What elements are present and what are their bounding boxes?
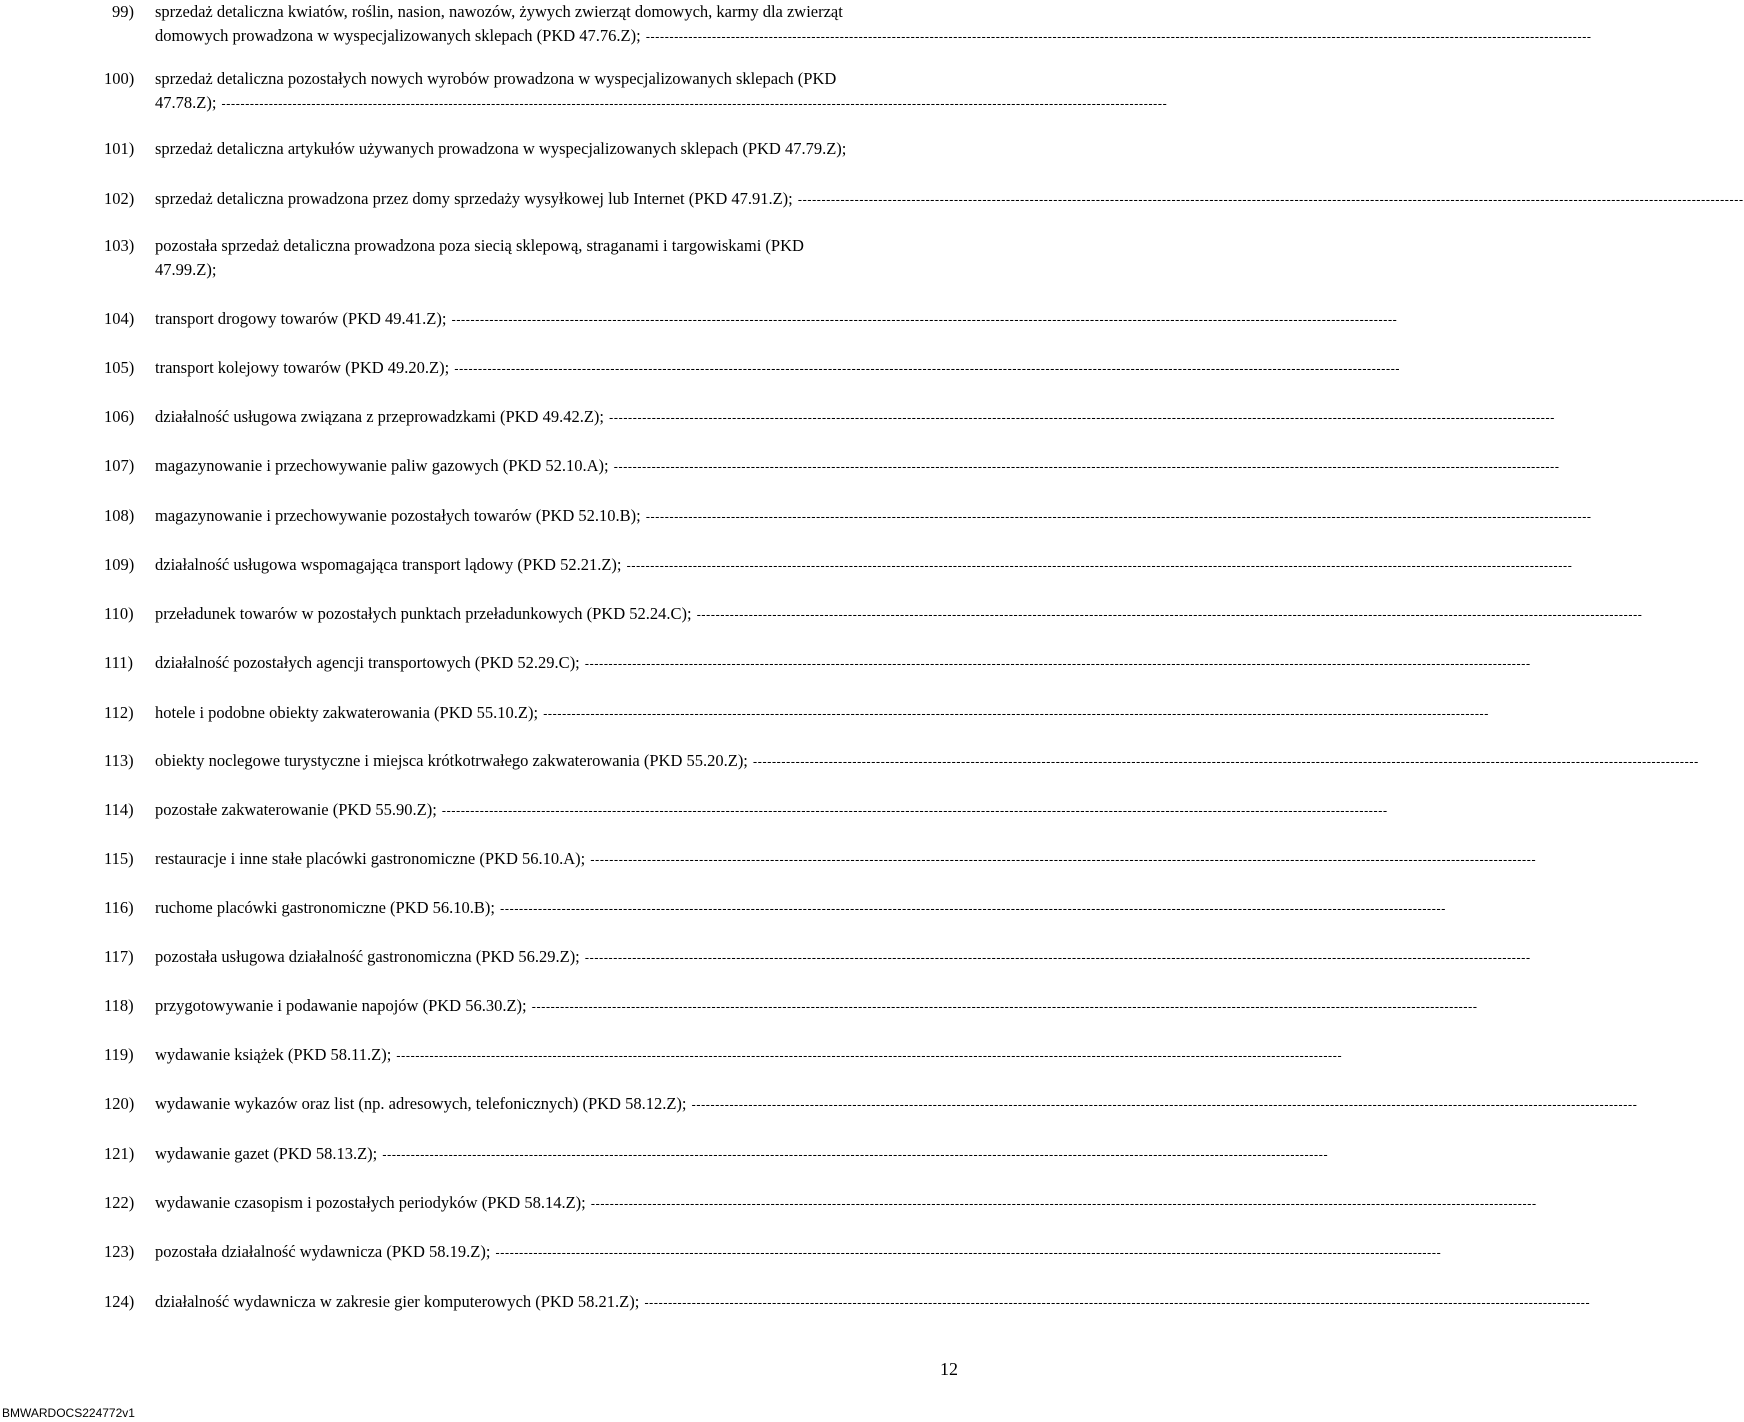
dash-leader: -------------------------------------------------------------------------------------------------------------------------------------------------------------------------------------------------------- [626,558,1573,573]
item-line [155,602,1643,627]
item-text [155,701,1489,726]
item-number: 110) [104,604,134,623]
page-number [0,1359,960,1380]
item-line [155,454,1560,479]
item-text-line1: działalność wydawnicza w zakresie gier komputerowych (PKD 58.21.Z); [155,1292,640,1311]
item-line [155,356,1401,381]
item-text-line2: 47.99.Z); [155,260,217,279]
dash-leader: -------------------------------------------------------------------------------------------------------------------------------------------------------------------------------------------------------- [382,1147,1329,1162]
item-text-line1: wydawanie gazet (PKD 58.13.Z); [155,1144,378,1163]
dash-leader: -------------------------------------------------------------------------------------------------------------------------------------------------------------------------------------------------------- [451,312,1398,327]
item-text [155,847,1537,872]
dash-leader: -------------------------------------------------------------------------------------------------------------------------------------------------------------------------------------------------------- [396,1048,1343,1063]
item-text-line1: transport kolejowy towarów (PKD 49.20.Z); [155,358,450,377]
item-number: 122) [104,1193,135,1212]
item-text [155,1092,1638,1117]
dash-leader: -------------------------------------------------------------------------------------------------------------------------------------------------------------------------------------------------------- [645,29,1592,44]
document-id: BMWARDOCS224772v1 [2,1406,135,1420]
item-number: 123) [104,1242,135,1261]
item-line [155,896,1446,921]
item-line [155,798,1388,823]
item-number: 116) [104,898,134,917]
item-text [155,1290,1591,1315]
dash-leader: -------------------------------------------------------------------------------------------------------------------------------------------------------------------------------------------------------- [454,361,1401,376]
item-line [155,651,1531,676]
item-number: 119) [104,1045,134,1064]
item-line [155,258,955,282]
item-line [155,1092,1638,1117]
item-line [155,1240,1442,1265]
item-text-line1: magazynowanie i przechowywanie pozostałych towarów (PKD 52.10.B); [155,506,641,525]
dash-leader: -------------------------------------------------------------------------------------------------------------------------------------------------------------------------------------------------------- [590,1196,1537,1211]
item-text-line1: pozostałe zakwaterowanie (PKD 55.90.Z); [155,800,437,819]
item-text-line1: działalność pozostałych agencji transportowych (PKD 52.29.C); [155,653,580,672]
item-line [155,234,955,258]
item-text [155,553,1573,578]
page-number-text: 12 [940,1359,958,1379]
dash-leader: -------------------------------------------------------------------------------------------------------------------------------------------------------------------------------------------------------- [495,1245,1442,1260]
item-number: 102) [104,189,135,208]
item-text [155,945,1531,970]
item-number: 109) [104,555,135,574]
item-text-line1: pozostała sprzedaż detaliczna prowadzona poza siecią sklepową, straganami i targowiskami (PKD [155,236,804,255]
item-line [155,847,1537,872]
item-text-line1: sprzedaż detaliczna pozostałych nowych wyrobów prowadzona w wyspecjalizowanych sklepach (PKD [155,69,837,88]
item-number: 104) [104,309,135,328]
item-line [155,307,1398,332]
item-text [155,504,1592,529]
item-number: 105) [104,358,135,377]
item-line [155,405,1555,430]
item-text-line1: wydawanie czasopism i pozostałych periodyków (PKD 58.14.Z); [155,1193,586,1212]
item-line [155,1290,1591,1315]
dash-leader: -------------------------------------------------------------------------------------------------------------------------------------------------------------------------------------------------------- [584,656,1531,671]
item-line [155,994,1478,1019]
item-text [155,405,1555,430]
item-line [155,504,1592,529]
dash-leader: -------------------------------------------------------------------------------------------------------------------------------------------------------------------------------------------------------- [531,999,1478,1014]
item-text [155,137,955,161]
dash-leader: -------------------------------------------------------------------------------------------------------------------------------------------------------------------------------------------------------- [645,509,1592,524]
item-text-line1: działalność usługowa związana z przeprowadzkami (PKD 49.42.Z); [155,407,605,426]
item-text [155,994,1478,1019]
dash-leader: -------------------------------------------------------------------------------------------------------------------------------------------------------------------------------------------------------- [613,459,1560,474]
item-number: 107) [104,456,135,475]
item-number: 106) [104,407,135,426]
item-text [155,1240,1442,1265]
dash-leader: -------------------------------------------------------------------------------------------------------------------------------------------------------------------------------------------------------- [609,410,1555,425]
item-line [155,91,1168,116]
item-text-line1: pozostała usługowa działalność gastronomiczna (PKD 56.29.Z); [155,947,580,966]
item-text [155,356,1401,381]
item-number: 115) [104,849,134,868]
item-text [155,307,1398,332]
item-text [155,234,955,282]
dash-leader: -------------------------------------------------------------------------------------------------------------------------------------------------------------------------------------------------------- [221,96,1168,111]
item-text-line1: sprzedaż detaliczna prowadzona przez domy sprzedaży wysyłkowej lub Internet (PKD 47.91.Z); [155,189,793,208]
item-line [155,1191,1537,1216]
item-line [155,945,1531,970]
dash-leader: -------------------------------------------------------------------------------------------------------------------------------------------------------------------------------------------------------- [797,192,1744,207]
item-number: 124) [104,1292,135,1311]
item-text-line1: magazynowanie i przechowywanie paliw gazowych (PKD 52.10.A); [155,456,609,475]
item-text-line1: działalność usługowa wspomagająca transport lądowy (PKD 52.21.Z); [155,555,622,574]
item-text-line1: sprzedaż detaliczna artykułów używanych prowadzona w wyspecjalizowanych sklepach (PKD 47.79.Z); [155,139,847,158]
item-number: 117) [104,947,134,966]
item-text-line1: hotele i podobne obiekty zakwaterowania (PKD 55.10.Z); [155,703,539,722]
item-line [155,701,1489,726]
item-text-line1: pozostała działalność wydawnicza (PKD 58.19.Z); [155,1242,491,1261]
item-number: 114) [104,800,134,819]
item-text-line2: domowych prowadzona w wyspecjalizowanych sklepach (PKD 47.76.Z); [155,26,641,45]
dash-leader: -------------------------------------------------------------------------------------------------------------------------------------------------------------------------------------------------------- [584,950,1531,965]
item-text [155,1043,1343,1068]
item-text-line1: przygotowywanie i podawanie napojów (PKD 56.30.Z); [155,996,527,1015]
item-text [155,798,1388,823]
dash-leader: -------------------------------------------------------------------------------------------------------------------------------------------------------------------------------------------------------- [590,852,1537,867]
item-line [155,749,1699,774]
item-number: 112) [104,703,134,722]
dash-leader: -------------------------------------------------------------------------------------------------------------------------------------------------------------------------------------------------------- [696,607,1643,622]
item-text-line2: 47.78.Z); [155,93,217,112]
item-text [155,187,1744,212]
item-text [155,602,1643,627]
item-number: 118) [104,996,134,1015]
item-text-line1: restauracje i inne stałe placówki gastronomiczne (PKD 56.10.A); [155,849,586,868]
item-number: 101) [104,139,135,158]
dash-leader: -------------------------------------------------------------------------------------------------------------------------------------------------------------------------------------------------------- [752,754,1699,769]
dash-leader: -------------------------------------------------------------------------------------------------------------------------------------------------------------------------------------------------------- [441,803,1388,818]
item-number: 103) [104,236,135,255]
item-text [155,0,1592,49]
item-number: 113) [104,751,134,770]
item-text [155,651,1531,676]
item-text-line1: ruchome placówki gastronomiczne (PKD 56.10.B); [155,898,496,917]
item-number: 111) [104,653,134,672]
item-text-line1: sprzedaż detaliczna kwiatów, roślin, nasion, nawozów, żywych zwierząt domowych, karmy dla zwierząt [155,2,843,21]
item-line [155,24,1592,49]
dash-leader: -------------------------------------------------------------------------------------------------------------------------------------------------------------------------------------------------------- [500,901,1446,916]
item-number: 99) [112,2,134,21]
item-line [155,67,955,91]
item-text [155,749,1699,774]
item-text-line1: transport drogowy towarów (PKD 49.41.Z); [155,309,447,328]
dash-leader: -------------------------------------------------------------------------------------------------------------------------------------------------------------------------------------------------------- [691,1097,1638,1112]
item-line [155,0,955,24]
item-text [155,454,1560,479]
item-line [155,1043,1343,1068]
item-text [155,1142,1329,1167]
item-number: 121) [104,1144,135,1163]
item-text-line1: przeładunek towarów w pozostałych punktach przeładunkowych (PKD 52.24.C); [155,604,692,623]
item-number: 108) [104,506,135,525]
item-line [155,137,955,161]
item-text-line1: wydawanie wykazów oraz list (np. adresowych, telefonicznych) (PKD 58.12.Z); [155,1094,687,1113]
item-number: 100) [104,69,135,88]
item-text [155,896,1446,921]
item-line [155,1142,1329,1167]
item-number: 120) [104,1094,135,1113]
item-text-line1: obiekty noclegowe turystyczne i miejsca krótkotrwałego zakwaterowania (PKD 55.20.Z); [155,751,748,770]
dash-leader: -------------------------------------------------------------------------------------------------------------------------------------------------------------------------------------------------------- [644,1295,1591,1310]
dash-leader: -------------------------------------------------------------------------------------------------------------------------------------------------------------------------------------------------------- [543,706,1489,721]
item-text [155,67,1168,116]
item-text [155,1191,1537,1216]
item-line [155,187,1744,212]
item-text-line1: wydawanie książek (PKD 58.11.Z); [155,1045,392,1064]
item-line [155,553,1573,578]
